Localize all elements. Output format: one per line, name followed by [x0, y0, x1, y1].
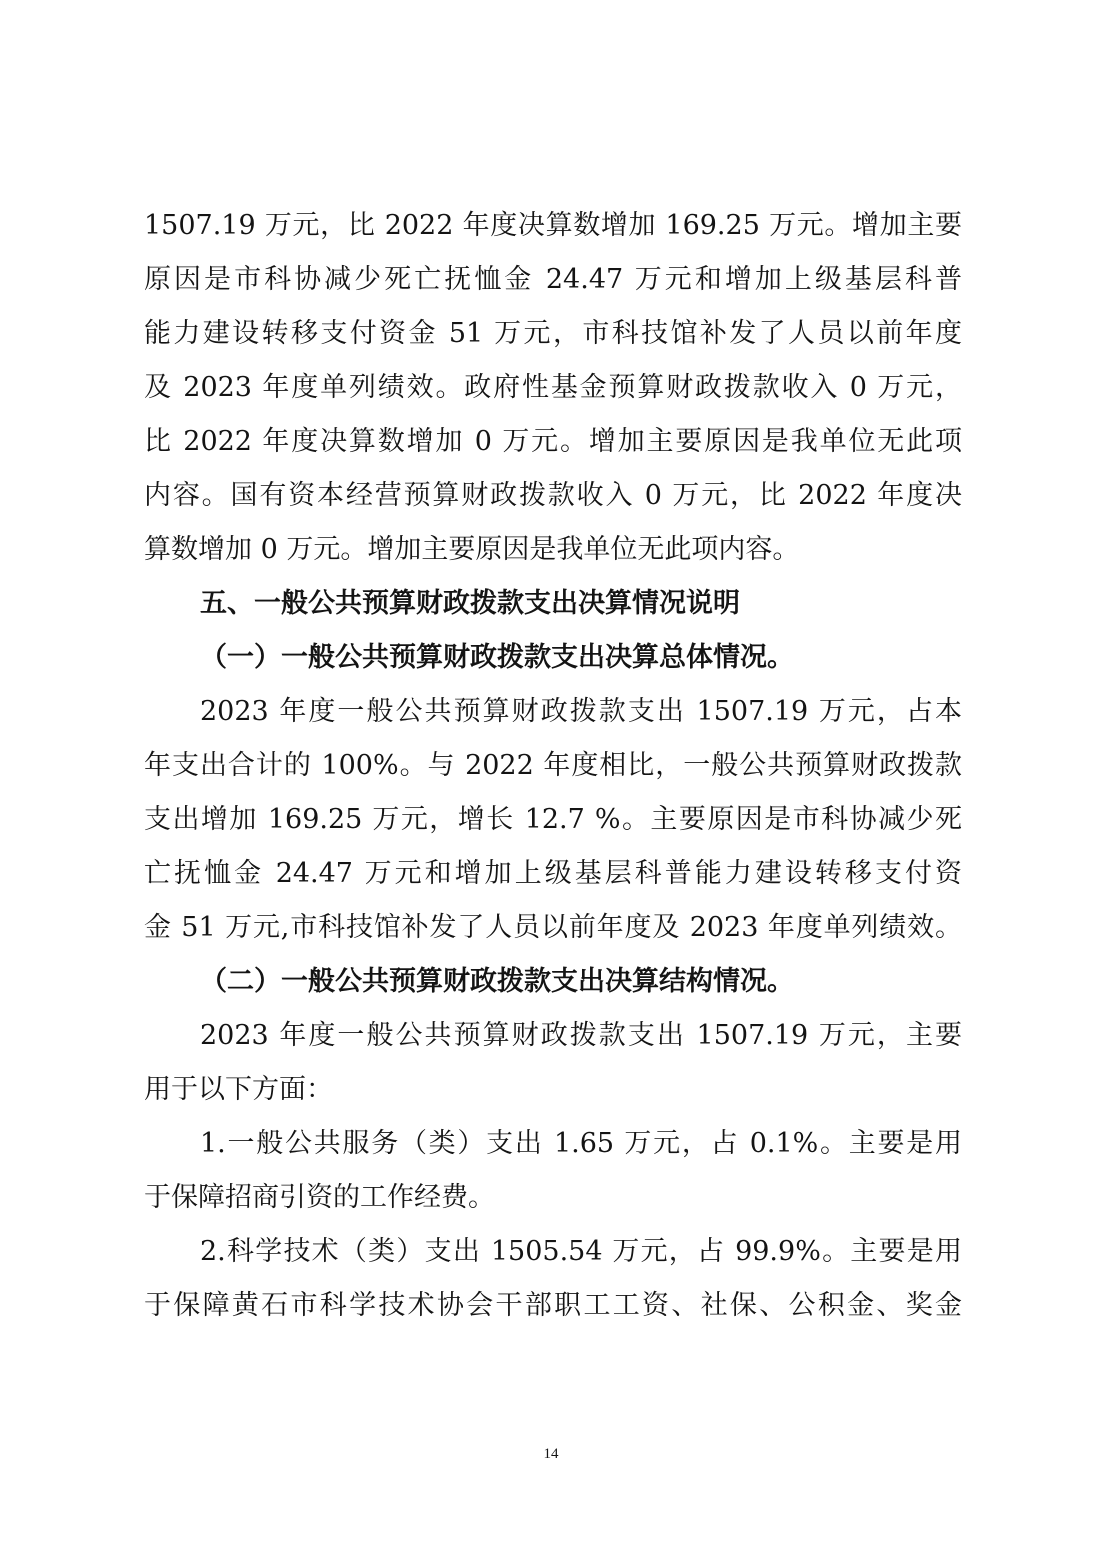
body-text-line: 能力建设转移支付资金 51 万元，市科技馆补发了人员以前年度: [144, 318, 962, 349]
section-heading: 五、一般公共预算财政拨款支出决算情况说明: [200, 588, 740, 619]
subsection-heading: （二）一般公共预算财政拨款支出决算结构情况。: [200, 966, 794, 997]
body-text-line: 内容。国有资本经营预算财政拨款收入 0 万元，比 2022 年度决: [144, 480, 962, 511]
body-text-line: 原因是市科协减少死亡抚恤金 24.47 万元和增加上级基层科普: [144, 264, 962, 295]
subsection-heading: （一）一般公共预算财政拨款支出决算总体情况。: [200, 642, 794, 673]
body-text-line: 年支出合计的 100%。与 2022 年度相比，一般公共预算财政拨款: [144, 750, 962, 781]
body-text-line: 亡抚恤金 24.47 万元和增加上级基层科普能力建设转移支付资: [144, 858, 962, 889]
body-text-line: 用于以下方面：: [144, 1074, 333, 1105]
body-text-line: 于保障黄石市科学技术协会干部职工工资、社保、公积金、奖金: [144, 1290, 962, 1321]
body-text-line: 及 2023 年度单列绩效。政府性基金预算财政拨款收入 0 万元，: [144, 372, 962, 403]
body-text-line: 比 2022 年度决算数增加 0 万元。增加主要原因是我单位无此项: [144, 426, 962, 457]
body-text-line: 1507.19 万元，比 2022 年度决算数增加 169.25 万元。增加主要: [144, 210, 962, 241]
body-text-line: 于保障招商引资的工作经费。: [144, 1182, 495, 1213]
page-number: 14: [543, 1446, 559, 1462]
body-text-line: 2023 年度一般公共预算财政拨款支出 1507.19 万元，占本: [200, 696, 962, 727]
body-text-line: 2023 年度一般公共预算财政拨款支出 1507.19 万元，主要: [200, 1020, 962, 1051]
body-text-line: 2.科学技术（类）支出 1505.54 万元，占 99.9%。主要是用: [200, 1236, 962, 1267]
body-text-line: 算数增加 0 万元。增加主要原因是我单位无此项内容。: [144, 534, 800, 565]
body-text-line: 支出增加 169.25 万元，增长 12.7 %。主要原因是市科协减少死: [144, 804, 962, 835]
body-text-line: 金 51 万元,市科技馆补发了人员以前年度及 2023 年度单列绩效。: [144, 912, 962, 943]
body-text-line: 1.一般公共服务（类）支出 1.65 万元，占 0.1%。主要是用: [200, 1128, 962, 1159]
